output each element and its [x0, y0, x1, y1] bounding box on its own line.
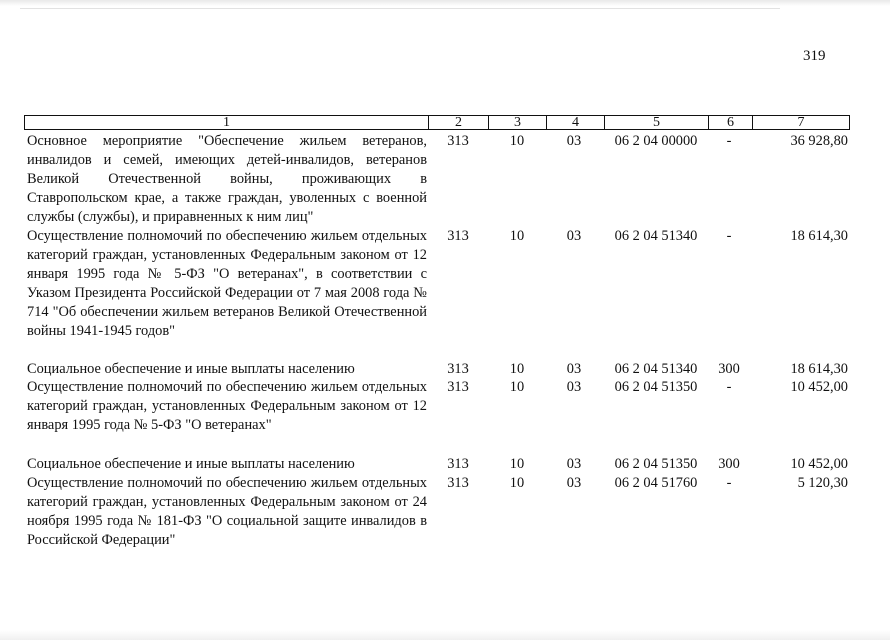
- row-col-3: 10: [509, 475, 525, 491]
- row-col-6: -: [726, 475, 732, 491]
- row-col-5: 06 2 04 00000: [614, 133, 698, 149]
- row-col-3: 10: [509, 361, 525, 377]
- row-col-6: -: [726, 379, 732, 395]
- row-col-2: 313: [447, 379, 469, 395]
- row-col-7: 10 452,00: [790, 379, 848, 395]
- row-col-4: 03: [566, 228, 582, 244]
- row-description: Основное мероприятие "Обеспечение жильем ветеранов, инвалидов и семей, имеющих детей-инвалидов, ветеранов Великой Отечественной войны, проживающих в Ставропольском крае, а также граждан, уволенных с военной службы (службы), и приравненных к ним лиц": [27, 133, 427, 225]
- row-col-4: 03: [566, 133, 582, 149]
- row-col-2: 313: [447, 133, 469, 149]
- row-col-2: 313: [447, 475, 469, 491]
- row-description: Социальное обеспечение и иные выплаты населению: [27, 361, 355, 377]
- row-col-3: 10: [509, 456, 525, 472]
- header-col-7: 7: [752, 116, 849, 129]
- row-col-6: 300: [718, 456, 740, 472]
- header-col-6: 6: [708, 116, 752, 129]
- row-col-2: 313: [447, 228, 469, 244]
- row-col-5: 06 2 04 51340: [614, 361, 698, 377]
- row-col-7: 36 928,80: [790, 133, 848, 149]
- row-col-2: 313: [447, 361, 469, 377]
- header-col-3: 3: [488, 116, 546, 129]
- row-col-6: -: [726, 228, 732, 244]
- row-col-2: 313: [447, 456, 469, 472]
- row-col-3: 10: [509, 228, 525, 244]
- row-description: Осуществление полномочий по обеспечению жильем отдельных категорий граждан, установленных Федеральным законом от 12 января 1995 года № 5-ФЗ "О ветеранах", в соответствии с Указом Президента Российской Федерации от 7 мая 2008 года № 714 "Об обеспечении жильем ветеранов Великой Отечественной войны 1941-1945 годов": [27, 228, 427, 339]
- row-col-7: 10 452,00: [790, 456, 848, 472]
- row-col-6: -: [726, 133, 732, 149]
- row-col-3: 10: [509, 379, 525, 395]
- row-col-6: 300: [718, 361, 740, 377]
- table-header-row: [24, 115, 850, 130]
- row-description: Осуществление полномочий по обеспечению жильем отдельных категорий граждан, установленных Федеральным законом от 12 января 1995 года № 5-ФЗ "О ветеранах": [27, 379, 427, 433]
- row-col-4: 03: [566, 361, 582, 377]
- row-col-7: 18 614,30: [790, 361, 848, 377]
- header-col-2: 2: [428, 116, 488, 129]
- row-description: Осуществление полномочий по обеспечению жильем отдельных категорий граждан, установленных Федеральным законом от 24 ноября 1995 года № 181-ФЗ "О социальной защите инвалидов в Российской Федерации": [27, 475, 427, 548]
- row-col-7: 18 614,30: [790, 228, 848, 244]
- row-col-4: 03: [566, 456, 582, 472]
- row-col-4: 03: [566, 475, 582, 491]
- header-col-1: 1: [223, 115, 230, 130]
- header-col-5: 5: [604, 116, 708, 129]
- header-col-4: 4: [546, 116, 604, 129]
- page-number: 319: [803, 48, 826, 64]
- row-col-7: 5 120,30: [797, 475, 848, 491]
- row-description: Социальное обеспечение и иные выплаты населению: [27, 456, 355, 472]
- row-col-5: 06 2 04 51350: [614, 379, 698, 395]
- scan-artifact-line: [20, 8, 780, 9]
- row-col-5: 06 2 04 51760: [614, 475, 698, 491]
- row-col-4: 03: [566, 379, 582, 395]
- scan-top-edge: [0, 0, 890, 6]
- row-col-3: 10: [509, 133, 525, 149]
- row-col-5: 06 2 04 51340: [614, 228, 698, 244]
- scan-bottom-edge: [0, 630, 890, 640]
- row-col-5: 06 2 04 51350: [614, 456, 698, 472]
